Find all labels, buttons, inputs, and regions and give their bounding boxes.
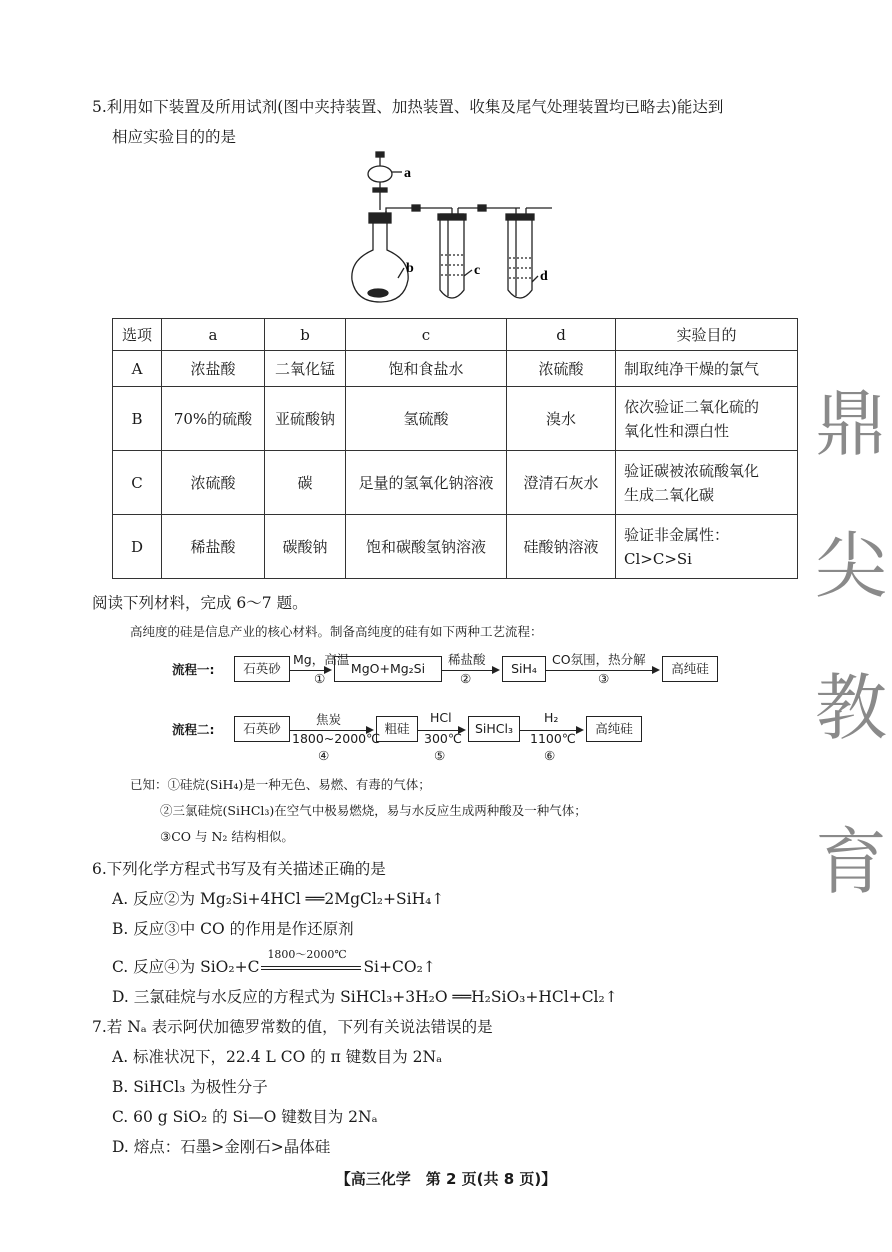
options-table — [112, 318, 798, 579]
cell-a: 稀盐酸 — [162, 515, 265, 579]
label-c: c — [474, 263, 481, 278]
cell-d: 澄清石灰水 — [507, 451, 616, 515]
reading-material: 高纯度的硅是信息产业的核心材料。制备高纯度的硅有如下两种工艺流程： — [130, 624, 543, 639]
header-purpose: 实验目的 — [616, 319, 798, 351]
flow1-box-quartz: 石英砂 — [234, 656, 290, 682]
table-row — [113, 387, 798, 451]
cell-purpose — [616, 451, 798, 515]
flow1-box-sih4: SiH₄ — [502, 656, 546, 682]
cell-d: 溴水 — [507, 387, 616, 451]
flow2-label: 流程二: — [172, 722, 215, 737]
watermark-char-1: 鼎 — [815, 382, 888, 466]
cell-b: 碳酸钠 — [265, 515, 346, 579]
header-c: c — [346, 319, 507, 351]
known-2: ②三氯硅烷(SiHCl₃)在空气中极易燃烧，易与水反应生成两种酸及一种气体； — [160, 803, 587, 818]
label-d: d — [540, 269, 548, 284]
header-a: a — [162, 319, 265, 351]
watermark-char-4: 育 — [815, 820, 888, 904]
flow1-box-pure-si: 高纯硅 — [662, 656, 718, 682]
flow1-label: 流程一: — [172, 662, 215, 677]
flow2-box-quartz: 石英砂 — [234, 716, 290, 742]
flow2-temp-3: 1100℃ — [530, 731, 576, 746]
q6-option-d: D. 三氯硅烷与水反应的方程式为 SiHCl₃+3H₂O ══H₂SiO₃+HCl+Cl₂↑ — [112, 988, 618, 1006]
q7-stem: 7.若 Nₐ 表示阿伏加德罗常数的值，下列有关说法错误的是 — [92, 1018, 493, 1036]
flow1-cond-2: 稀盐酸 — [448, 652, 486, 667]
flow2-temp-1: 1800~2000℃ — [292, 731, 381, 746]
q6-option-c-bar — [261, 966, 361, 970]
flow1-box-mgo: MgO+Mg₂Si — [334, 656, 442, 682]
q7-option-c: C. 60 g SiO₂ 的 Si—O 键数目为 2Nₐ — [112, 1108, 378, 1126]
q6-option-b: B. 反应③中 CO 的作用是作还原剂 — [112, 920, 354, 938]
row-option: C — [113, 451, 162, 515]
table-header-row — [113, 319, 798, 351]
header-d: d — [507, 319, 616, 351]
row-option: D — [113, 515, 162, 579]
cell-c: 饱和碳酸氢钠溶液 — [346, 515, 507, 579]
q6-option-c-temp: 1800～2000℃ — [267, 948, 347, 961]
q5-stem-line2: 相应实验目的的是 — [112, 128, 237, 146]
cell-a: 70%的硫酸 — [162, 387, 265, 451]
purpose-line2: 氧化性和漂白性 — [624, 421, 730, 440]
cell-b: 二氧化锰 — [265, 351, 346, 387]
apparatus-diagram — [340, 150, 570, 310]
cell-purpose — [616, 351, 798, 387]
purpose-line1: 验证碳被浓硫酸氧化 — [624, 461, 760, 480]
label-a: a — [404, 166, 411, 181]
cell-c: 氢硫酸 — [346, 387, 507, 451]
flow2-cond-3: H₂ — [544, 710, 559, 725]
flow2-temp-2: 300℃ — [424, 731, 462, 746]
flow2-box-crude-si: 粗硅 — [376, 716, 418, 742]
q6-option-c-post: Si+CO₂↑ — [363, 958, 436, 976]
cell-c: 饱和食盐水 — [346, 351, 507, 387]
q6-stem: 6.下列化学方程式书写及有关描述正确的是 — [92, 860, 386, 878]
flow1-cond-1: Mg，高温 — [293, 652, 350, 667]
q6-option-c-pre: C. 反应④为 SiO₂+C — [112, 958, 260, 976]
watermark-char-2: 尖 — [815, 524, 888, 608]
flow2-cond-1: 焦炭 — [316, 712, 342, 727]
watermark-char-3: 教 — [815, 666, 888, 750]
q7-option-a: A. 标准状况下，22.4 L CO 的 π 键数目为 2Nₐ — [112, 1048, 443, 1066]
flow1-step-3: ③ — [598, 671, 610, 686]
cell-b: 亚硫酸钠 — [265, 387, 346, 451]
purpose-line1: 验证非金属性： — [624, 525, 730, 544]
known-1: 已知：①硅烷(SiH₄)是一种无色、易燃、有毒的气体； — [130, 777, 431, 792]
q7-option-d: D. 熔点：石墨>金刚石>晶体硅 — [112, 1138, 331, 1156]
cell-d: 浓硫酸 — [507, 351, 616, 387]
header-b: b — [265, 319, 346, 351]
flow1-step-2: ② — [460, 671, 472, 686]
table-row — [113, 515, 798, 579]
q6-option-a: A. 反应②为 Mg₂Si+4HCl ══2MgCl₂+SiH₄↑ — [112, 890, 445, 908]
cell-c: 足量的氢氧化钠溶液 — [346, 451, 507, 515]
purpose-line2: Cl>C>Si — [624, 549, 692, 568]
flow1-cond-3: CO氛围，热分解 — [552, 652, 646, 667]
q5-stem-line1: 5.利用如下装置及所用试剂(图中夹持装置、加热装置、收集及尾气处理装置均已略去)能达到 — [92, 98, 724, 116]
q7-option-b: B. SiHCl₃ 为极性分子 — [112, 1078, 268, 1096]
purpose-line1: 制取纯净干燥的氯气 — [624, 359, 760, 378]
cell-purpose — [616, 515, 798, 579]
flow2-step-3: ⑥ — [544, 748, 556, 763]
row-option: B — [113, 387, 162, 451]
label-b: b — [406, 261, 414, 276]
flow2-cond-2: HCl — [430, 710, 452, 725]
purpose-line2: 生成二氧化碳 — [624, 485, 715, 504]
cell-a: 浓盐酸 — [162, 351, 265, 387]
cell-purpose — [616, 387, 798, 451]
header-option: 选项 — [113, 319, 162, 351]
flow2-step-2: ⑤ — [434, 748, 446, 763]
q6-option-c-condition — [259, 948, 363, 978]
q6-option-c — [112, 948, 436, 978]
table-row — [113, 451, 798, 515]
table-row — [113, 351, 798, 387]
cell-d: 硅酸钠溶液 — [507, 515, 616, 579]
row-option: A — [113, 351, 162, 387]
flow2-box-sihcl3: SiHCl₃ — [468, 716, 520, 742]
flow1-step-1: ① — [314, 671, 326, 686]
purpose-line1: 依次验证二氧化硫的 — [624, 397, 760, 416]
flow2-step-1: ④ — [318, 748, 330, 763]
flow2-box-pure-si: 高纯硅 — [586, 716, 642, 742]
cell-a: 浓硫酸 — [162, 451, 265, 515]
page-footer: 【高三化学 第 2 页(共 8 页)】 — [335, 1170, 557, 1188]
reading-intro: 阅读下列材料，完成 6～7 题。 — [92, 594, 308, 612]
known-3: ③CO 与 N₂ 结构相似。 — [160, 829, 294, 844]
cell-b: 碳 — [265, 451, 346, 515]
